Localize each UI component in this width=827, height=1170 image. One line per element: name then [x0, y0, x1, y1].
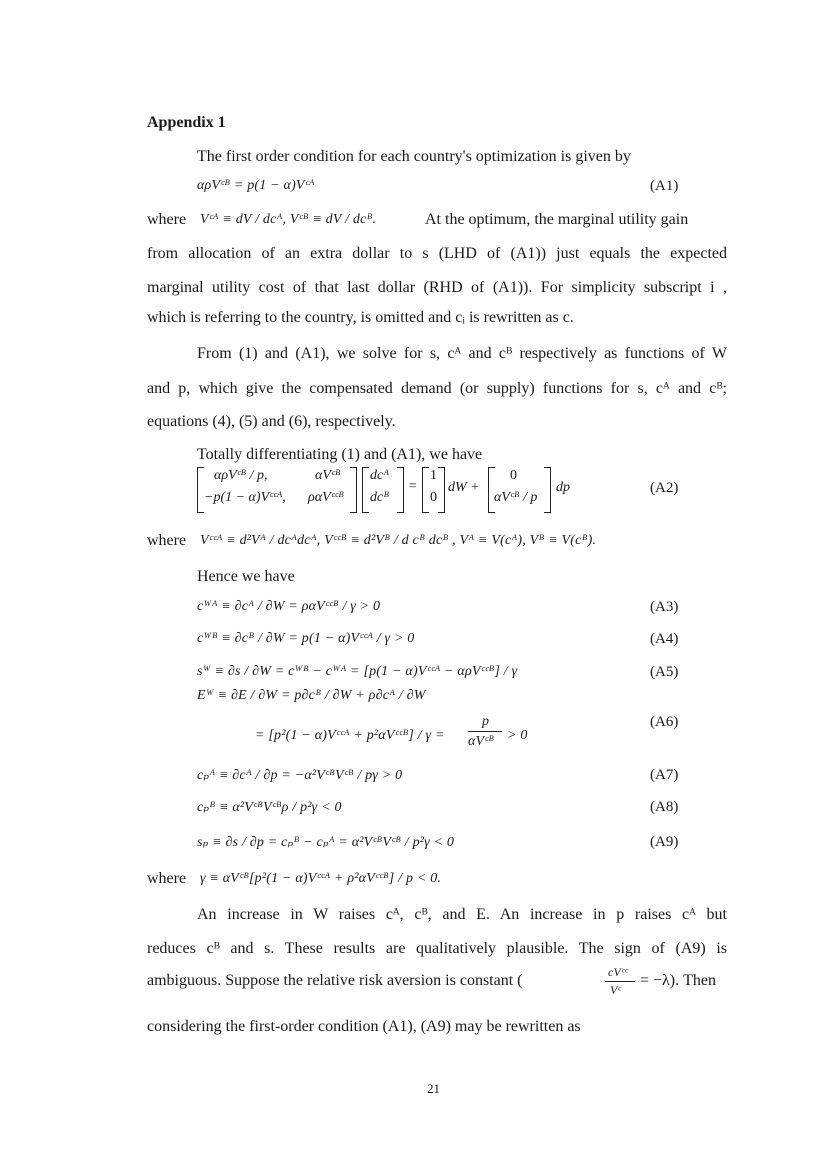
- where2-prefix: where: [147, 532, 187, 549]
- equation-a4-tag: (A4): [650, 631, 679, 647]
- page-number: 21: [427, 1081, 440, 1096]
- equation-a6-tag: (A6): [650, 714, 679, 730]
- para2-line1: From (1) and (A1), we solve for s, cᴬ and cᴮ respectively as functions of W: [197, 345, 727, 362]
- rhs2-s2: αVᶜᴮ / p: [494, 490, 538, 505]
- equation-a6: = [p²(1 − α)Vᶜᶜᴬ + p²αVᶜᶜᴮ] / γ =: [255, 728, 445, 743]
- matrix-m12: αVᶜᴮ: [315, 468, 341, 483]
- para3-line2: reduces cᴮ and s. These results are qualitatively plausible. The sign of (A9) is: [147, 940, 727, 957]
- dp-term: dp: [556, 480, 570, 495]
- para1-line3: marginal utility cost of that last dollar (RHD of (A1)). For simplicity subscript i ,: [147, 279, 727, 296]
- para1-line4: which is referring to the country, is omitted and cᵢ is rewritten as c.: [147, 309, 574, 326]
- equation-a2-tag: (A2): [650, 480, 679, 496]
- rhs1-r1: 1: [430, 468, 437, 483]
- para1-line1-text: At the optimum, the marginal utility gain: [425, 211, 689, 228]
- equation-a3: cᵂᴬ ≡ ∂cᴬ / ∂W = ραVᶜᶜᴮ / γ > 0: [197, 599, 381, 614]
- equation-a5: sᵂ ≡ ∂s / ∂W = cᵂᴮ − cᵂᴬ = [p(1 − α)Vᶜᶜᴬ − αρVᶜᶜᴮ] / γ: [197, 664, 518, 679]
- matrix-m21: −p(1 − α)Vᶜᶜᴬ,: [204, 490, 286, 505]
- a6-frac-num: p: [482, 714, 490, 729]
- a6-frac-tail: > 0: [507, 728, 528, 743]
- para3-line3-text: ambiguous. Suppose the relative risk aversion is constant (: [147, 972, 523, 989]
- equation-ew: Eᵂ ≡ ∂E / ∂W = p∂cᴮ / ∂W + ρ∂cᴬ / ∂W: [197, 688, 426, 703]
- rhs1-bracket-open: [422, 467, 429, 513]
- vector-v2: dcᴮ: [370, 490, 390, 505]
- para3-frac-num: cVᶜᶜ: [608, 965, 628, 979]
- matrix-m11: αρVᶜᴮ / p,: [214, 468, 268, 483]
- equation-a3-tag: (A3): [650, 599, 679, 615]
- dw-term: dW +: [448, 480, 480, 495]
- matrix-left-bracket-open: [197, 467, 204, 513]
- para1-line2: from allocation of an extra dollar to s (LHD of (A1)) just equals the expected: [147, 245, 727, 262]
- where3-prefix: where: [147, 870, 187, 887]
- equation-a7: cₚᴬ ≡ ∂cᴬ / ∂p = −α²VᶜᴮVᶜᴮ / pγ > 0: [197, 768, 403, 783]
- para3-frac-den: Vᶜ: [610, 983, 621, 997]
- para2-line2: and p, which give the compensated demand (or supply) functions for s, cᴬ and cᴮ;: [147, 380, 727, 397]
- equation-a4: cᵂᴮ ≡ ∂cᴮ / ∂W = p(1 − α)Vᶜᶜᴬ / γ > 0: [197, 631, 415, 646]
- equation-a8: cₚᴮ ≡ α²VᶜᴮVᶜᴮρ / p²γ < 0: [197, 800, 342, 815]
- para3-line3-tail: = −λ). Then: [640, 972, 717, 989]
- para3-line4: considering the first-order condition (A1), (A9) may be rewritten as: [147, 1018, 581, 1035]
- rhs1-bracket-close: [438, 467, 445, 513]
- matrix-m22: ραVᶜᶜᴮ: [308, 490, 344, 505]
- matrix-left-bracket-close: [350, 467, 357, 513]
- vector-bracket-close: [397, 467, 404, 513]
- para3-line1: An increase in W raises cᴬ, cᴮ, and E. An increase in p raises cᴬ but: [197, 906, 727, 923]
- where2-math: Vᶜᶜᴬ ≡ d²Vᴬ / dcᴬdcᴬ, Vᶜᶜᴮ ≡ d²Vᴮ / d cᴮ dcᴮ , Vᴬ ≡ V(cᴬ), Vᴮ ≡ V(cᴮ).: [200, 533, 597, 548]
- vector-v1: dcᴬ: [370, 468, 390, 483]
- equation-a9-tag: (A9): [650, 834, 679, 850]
- para1-where: where: [147, 211, 187, 228]
- equation-a5-tag: (A5): [650, 664, 679, 680]
- a6-frac-den: αVᶜᴮ: [468, 734, 495, 749]
- equation-a9: sₚ ≡ ∂s / ∂p = cₚᴮ − cₚᴬ = α²VᶜᴮVᶜᴮ / p²γ < 0: [197, 835, 455, 850]
- equation-a1-tag: (A1): [650, 178, 679, 194]
- rhs2-s1: 0: [510, 468, 517, 483]
- rhs1-r2: 0: [430, 490, 437, 505]
- where3-math: γ ≡ αVᶜᴮ[p²(1 − α)Vᶜᶜᴬ + ρ²αVᶜᶜᴮ] / p < 0.: [200, 871, 442, 886]
- section-heading: Appendix 1: [147, 114, 226, 131]
- equation-a1: αρVᶜᴮ = p(1 − α)Vᶜᴬ: [197, 178, 315, 193]
- a6-frac-bar: [468, 731, 502, 732]
- equation-a7-tag: (A7): [650, 767, 679, 783]
- rhs2-bracket-close: [544, 467, 551, 513]
- para3-frac-bar: [605, 981, 635, 982]
- totally-text: Totally differentiating (1) and (A1), we have: [197, 446, 483, 463]
- para2-line3: equations (4), (5) and (6), respectively.: [147, 413, 396, 430]
- vector-bracket-open: [362, 467, 369, 513]
- intro-text: The first order condition for each country's optimization is given by: [197, 148, 631, 165]
- equation-a8-tag: (A8): [650, 799, 679, 815]
- equals-sign: =: [408, 479, 418, 494]
- para1-math: Vᶜᴬ ≡ dV / dcᴬ, Vᶜᴮ ≡ dV / dcᴮ.: [200, 212, 377, 227]
- hence-text: Hence we have: [197, 568, 295, 585]
